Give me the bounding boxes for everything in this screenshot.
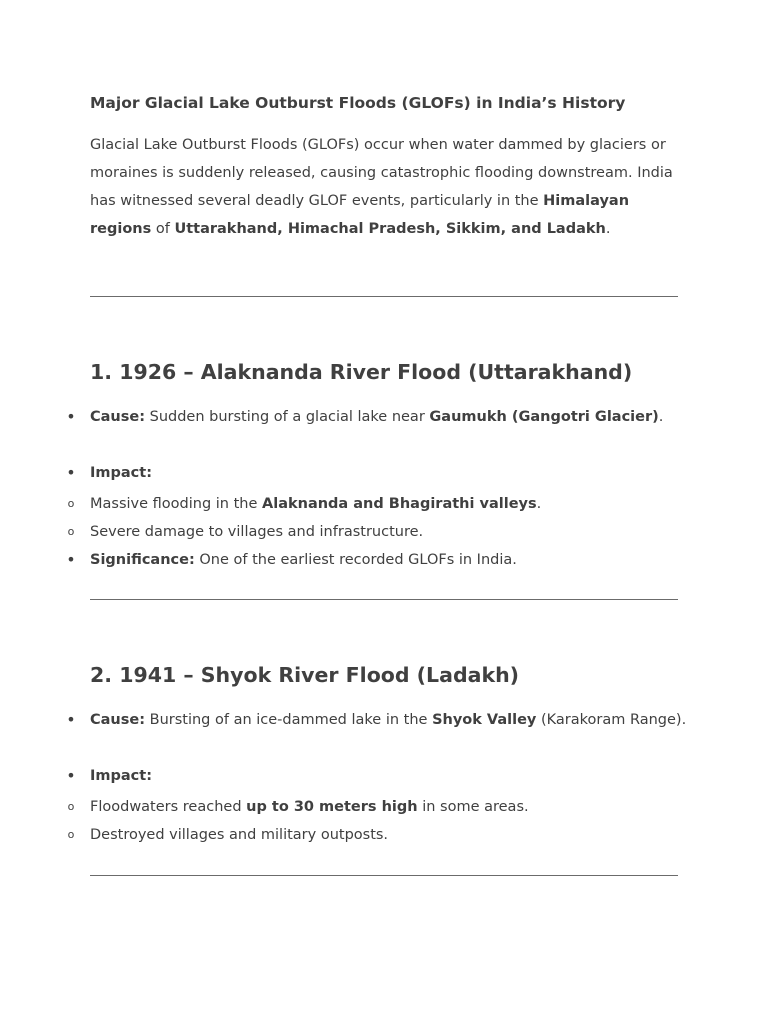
cause-label: Cause: [90, 409, 146, 425]
section-heading-1941: 2. 1941 – Shyok River Flood (Ladakh) [90, 663, 520, 687]
bullet-disc-icon: • [66, 710, 76, 729]
section-heading-1926: 1. 1926 – Alaknanda River Flood (Uttarakhand) [90, 360, 633, 384]
bullet-disc-icon: • [66, 407, 76, 426]
divider [90, 875, 678, 876]
intro-text-2: of [151, 221, 175, 237]
cause-text: Bursting of an ice-dammed lake in the [145, 712, 433, 728]
list-item-impact [66, 459, 690, 487]
impact-detail-bold: up to 30 meters high [246, 799, 418, 815]
list-item-impact-detail [67, 490, 690, 518]
divider [90, 296, 678, 297]
impact-detail-bold: Alaknanda and Bhagirathi valleys [262, 496, 537, 512]
significance-text: One of the earliest recorded GLOFs in India. [194, 552, 517, 568]
impact-label: Impact: [90, 768, 152, 784]
impact-detail-text: Massive flooding in the [90, 496, 262, 512]
cause-label: Cause: [90, 712, 146, 728]
bullet-disc-icon: • [66, 550, 76, 569]
list-item-impact [66, 762, 690, 790]
list-item-cause [66, 706, 690, 734]
page-title: Major Glacial Lake Outburst Floods (GLOFs) in India’s History [90, 94, 626, 112]
cause-bold: Gaumukh (Gangotri Glacier) [429, 409, 659, 425]
impact-detail-end: in some areas. [417, 799, 529, 815]
impact-detail-text: Severe damage to villages and infrastructure. [90, 524, 424, 540]
cause-end: (Karakoram Range). [536, 712, 687, 728]
bullet-disc-icon: • [66, 463, 76, 482]
bullet-circle-icon: o [67, 525, 75, 538]
impact-label: Impact: [90, 465, 152, 481]
impact-detail-end: . [536, 496, 542, 512]
bullet-disc-icon: • [66, 766, 76, 785]
list-item-impact-detail [67, 821, 690, 849]
cause-bold: Shyok Valley [432, 712, 537, 728]
impact-detail-text: Floodwaters reached [90, 799, 247, 815]
intro-bold-states: Uttarakhand, Himachal Pradesh, Sikkim, and Ladakh [174, 221, 606, 237]
intro-text-1: Glacial Lake Outburst Floods (GLOFs) occur when water dammed by glaciers or moraines is suddenly released, causing catastrophic flooding downstream. India has witnessed several deadly GLOF events, particularly in the [90, 137, 673, 209]
list-item-cause [66, 403, 690, 431]
divider [90, 599, 678, 600]
list-item-impact-detail [67, 793, 690, 821]
intro-text-3: . [605, 221, 611, 237]
bullet-circle-icon: o [67, 828, 75, 841]
bullet-circle-icon: o [67, 497, 75, 510]
list-item-impact-detail [67, 518, 690, 546]
impact-detail-text: Destroyed villages and military outposts. [90, 827, 389, 843]
cause-end: . [658, 409, 664, 425]
bullet-circle-icon: o [67, 800, 75, 813]
intro-paragraph [90, 131, 690, 243]
list-item-significance [66, 546, 690, 574]
significance-label: Significance: [90, 552, 195, 568]
intro-bold-regions: Himalayan regions [90, 193, 630, 237]
cause-text: Sudden bursting of a glacial lake near [145, 409, 430, 425]
